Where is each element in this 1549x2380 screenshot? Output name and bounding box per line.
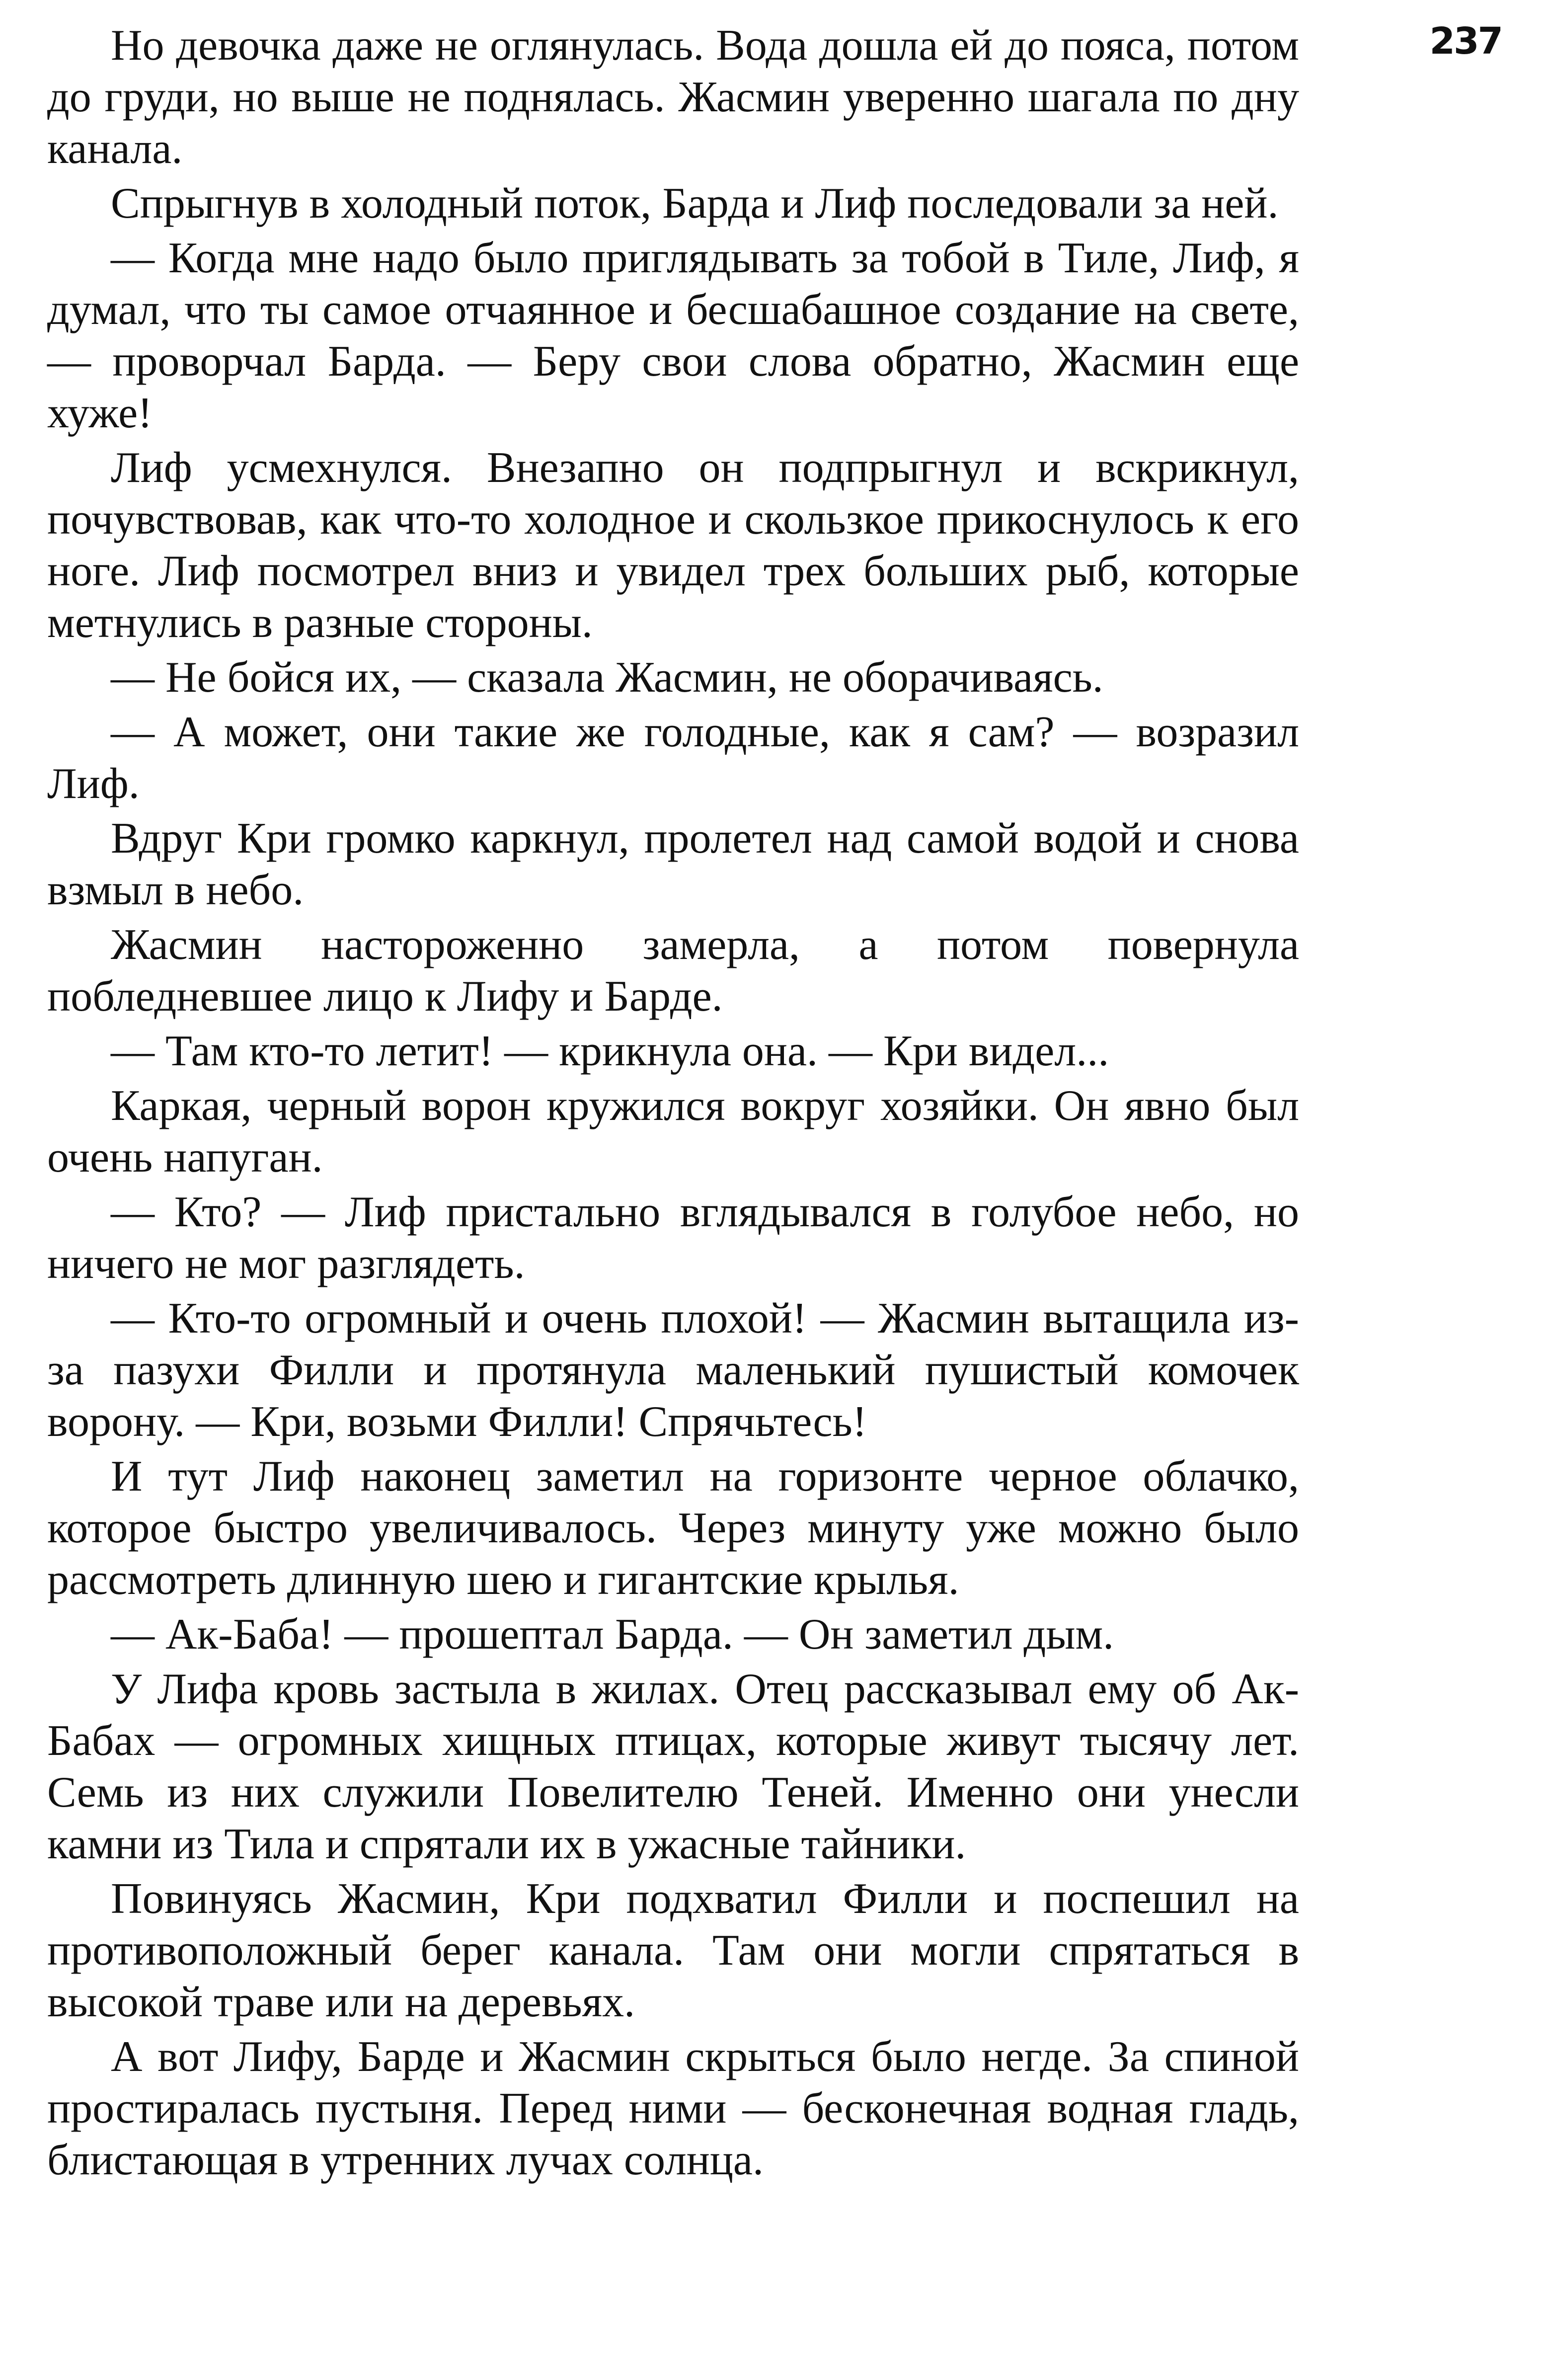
paragraph: — Там кто-то летит! — крикнула она. — Кри видел...: [111, 1027, 1109, 1075]
paragraph: — Кто? — Лиф пристально вглядывался в голубое небо, но ничего не мог разглядеть.: [47, 1188, 1299, 1288]
paragraph: Но девочка даже не оглянулась. Вода дошла ей до пояса, потом до груди, но выше не поднялась. Жасмин уверенно шагала по дну канала.: [47, 21, 1299, 173]
paragraph: Спрыгнув в холодный поток, Барда и Лиф последовали за ней.: [111, 179, 1279, 228]
body-text: [47, 20, 1299, 2189]
paragraph: У Лифа кровь застыла в жилах. Отец рассказывал ему об Ак-Бабах — огромных хищных птицах, которые живут тысячу лет. Семь из них служили Повелителю Теней. Именно они унесли камни из Тила и спрятали их в ужасные тайники.: [47, 1665, 1299, 1868]
paragraph: — Когда мне надо было приглядывать за тобой в Тиле, Лиф, я думал, что ты самое отчаянное и бесшабашное создание на свете, — проворчал Барда. — Беру свои слова обратно, Жасмин еще хуже!: [47, 234, 1299, 437]
paragraph: — А может, они такие же голодные, как я сам? — возразил Лиф.: [47, 708, 1299, 808]
paragraph: — Не бойся их, — сказала Жасмин, не оборачиваясь.: [111, 653, 1103, 702]
paragraph: И тут Лиф наконец заметил на горизонте черное облачко, которое быстро увеличивалось. Через минуту уже можно было рассмотреть длинную шею и гигантские крылья.: [47, 1452, 1299, 1604]
paragraph: Вдруг Кри громко каркнул, пролетел над самой водой и снова взмыл в небо.: [47, 814, 1299, 914]
paragraph: — Ак-Баба! — прошептал Барда. — Он заметил дым.: [111, 1610, 1114, 1659]
paragraph: Каркая, черный ворон кружился вокруг хозяйки. Он явно был очень напуган.: [47, 1082, 1299, 1182]
page-number: 237: [1429, 20, 1502, 63]
paragraph: А вот Лифу, Барде и Жасмин скрыться было негде. За спиной простиралась пустыня. Перед ними — бесконечная водная гладь, блистающая в утренних лучах солнца.: [47, 2033, 1299, 2184]
paragraph: Повинуясь Жасмин, Кри подхватил Филли и поспешил на противоположный берег канала. Там они могли спрятаться в высокой траве или на деревьях.: [47, 1875, 1299, 2026]
paragraph: Лиф усмехнулся. Внезапно он подпрыгнул и вскрикнул, почувствовав, как что-то холодное и скользкое прикоснулось к его ноге. Лиф посмотрел вниз и увидел трех больших рыб, которые метнулись в разные стороны.: [47, 444, 1299, 647]
paragraph: — Кто-то огромный и очень плохой! — Жасмин вытащила из-за пазухи Филли и протянула маленький пушистый комочек ворону. — Кри, возьми Филли! Спрячьтесь!: [47, 1294, 1299, 1446]
paragraph: Жасмин настороженно замерла, а потом повернула побледневшее лицо к Лифу и Барде.: [47, 921, 1299, 1021]
